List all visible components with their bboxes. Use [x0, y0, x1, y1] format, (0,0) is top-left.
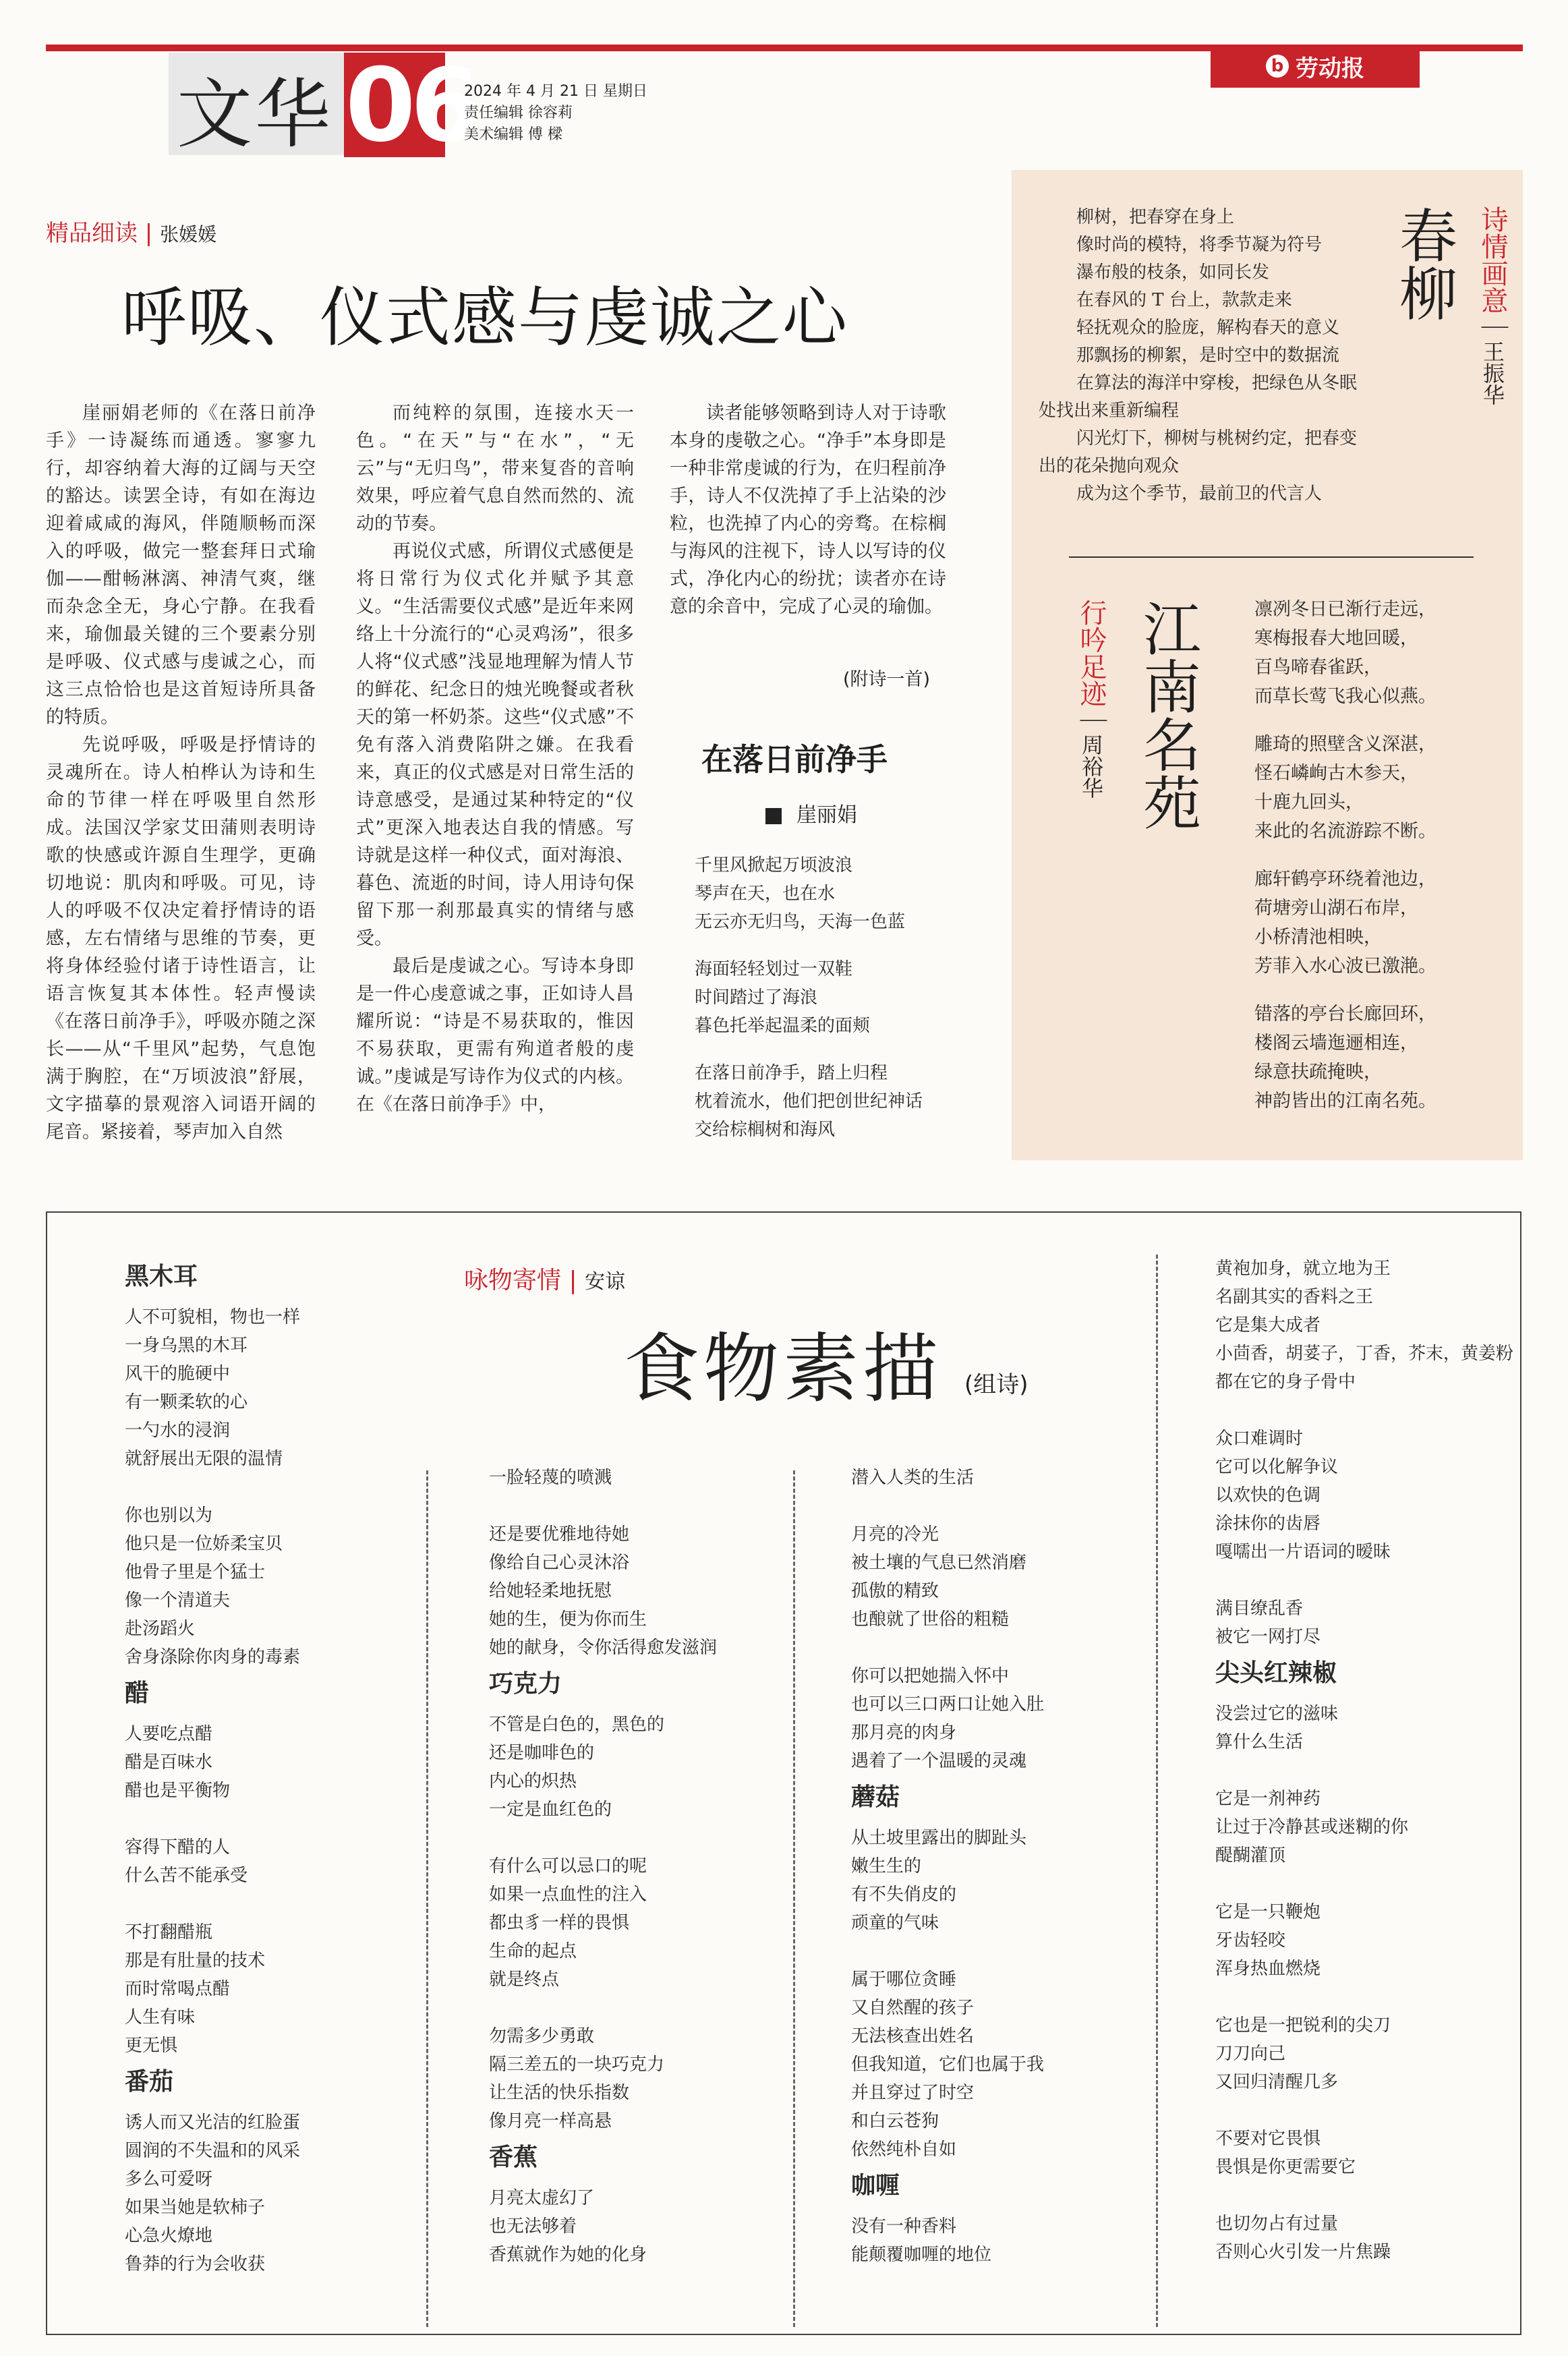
poem-line: 嫩生生的 [851, 1856, 922, 1876]
stanza-gap [695, 1040, 923, 1059]
poem-line: 潜入人类的生活 [851, 1468, 975, 1488]
stanza-gap [1215, 1983, 1513, 2011]
poem-line: 生命的起点 [489, 1941, 577, 1961]
stanza-gap [1215, 1756, 1513, 1785]
poem-line: 没尝过它的滋味 [1215, 1704, 1339, 1724]
poem-line: 有什么可以忌口的呢 [489, 1856, 647, 1876]
poem-line: 又自然醒的孩子 [851, 1998, 975, 2018]
poem2-line: 成为这个季节，最前卫的代言人 [1076, 484, 1323, 504]
poem3-line: 芳菲入水心波已激滟。 [1254, 956, 1436, 977]
poem-line: 属于哪位贪睡 [851, 1970, 957, 1990]
poem-line: 能颠覆咖喱的地位 [851, 2245, 992, 2265]
poem3-line: 小桥清池相映， [1254, 927, 1382, 948]
paper-logo[interactable] [1211, 45, 1420, 88]
poem-line: 更无惧 [125, 2036, 178, 2056]
poem3-body [1254, 595, 1436, 1116]
poem2-author: 王振华 [1480, 341, 1505, 405]
poem-line: 让过于冷静甚或迷糊的你 [1215, 1817, 1409, 1837]
poem-line: 刀刀向己 [1215, 2044, 1286, 2064]
article1-column-name: 精品细读 [46, 220, 138, 247]
poem-subtitle: 黑木耳 [125, 1263, 198, 1290]
stanza-gap [1254, 981, 1436, 1000]
poem-line: 风干的脆硬中 [125, 1364, 231, 1384]
stanza-gap [125, 1473, 300, 1501]
poem-line: 而时常喝点醋 [125, 1979, 231, 1999]
poem3-line: 神韵皆出的江南名苑。 [1254, 1091, 1436, 1112]
poem-line: 月亮的冷光 [851, 1524, 939, 1545]
food-column-2 [489, 1464, 717, 2269]
poem-line: 黄袍加身，就立地为王 [1215, 1259, 1391, 1279]
poem1-body [695, 851, 923, 1144]
poem3-line: 百鸟啼春雀跃， [1254, 657, 1382, 678]
poem-line: 醋也是平衡物 [125, 1781, 231, 1801]
stanza-gap [489, 1994, 717, 2022]
poem1-line: 枕着流水，他们把创世纪神话 [695, 1091, 923, 1112]
art-editor: 美术编辑 傅 樑 [464, 126, 562, 143]
stanza-gap [1215, 1566, 1513, 1594]
poem-line: 也无法够着 [489, 2216, 577, 2237]
section-name: 文华 [177, 71, 333, 159]
article2-column-name: 咏物寄情 [464, 1267, 562, 1294]
poem2-line: 在春风的 T 台上，款款走来 [1076, 290, 1292, 310]
poem2-line: 轻抚观众的脸庞，解构春天的意义 [1076, 318, 1340, 338]
column-divider [426, 1470, 428, 2327]
bullet-square-icon [765, 808, 782, 824]
stanza-gap [851, 1937, 1044, 1965]
poem-line: 被土壤的气息已然消磨 [851, 1553, 1027, 1573]
poem1-line: 琴声在天，也在水 [695, 884, 836, 904]
poem-line: 一勺水的浸润 [125, 1420, 231, 1441]
poem-line: 她的生，便为你而生 [489, 1609, 647, 1630]
stanza-gap [851, 1634, 1044, 1662]
poem-line: 不要对它畏惧 [1215, 2129, 1321, 2149]
poem-line: 让生活的快乐指数 [489, 2083, 630, 2103]
poem1-line: 暮色托举起温柔的面颊 [695, 1016, 871, 1036]
responsible-editor: 责任编辑 徐容莉 [464, 105, 573, 121]
stanza-gap [851, 1492, 1044, 1520]
poem2-tag-label: 诗情画意 [1477, 206, 1508, 314]
poem3-tag-label: 行吟足迹 [1076, 599, 1107, 707]
poem-line: 牙齿轻咬 [1215, 1930, 1286, 1951]
article1-paragraph: 最后是虔诚之心。写诗本身即是一件心虔意诚之事，正如诗人昌耀所说：“诗是不易获取的，惟因不易获取，更需有殉道者般的虔诚。”虔诚是写诗作为仪式的内核。在《在落日前净手》中， [356, 956, 634, 1115]
poem-line: 有不失俏皮的 [851, 1885, 957, 1905]
poem-line: 否则心火引发一片焦躁 [1215, 2242, 1391, 2262]
article1-kicker: 精品细读 | 张媛媛 [46, 220, 217, 247]
article2-author: 安谅 [585, 1270, 626, 1294]
poem1-line: 时间踏过了海浪 [695, 987, 818, 1008]
poem3-author: 周裕华 [1078, 734, 1104, 799]
poem-line: 被它一网打尽 [1215, 1627, 1321, 1647]
poem-line: 一身乌黑的木耳 [125, 1335, 248, 1356]
poem1-author: 崖丽娟 [796, 803, 857, 827]
poem-line: 一定是血红色的 [489, 1800, 612, 1820]
poem-line: 涂抹你的齿唇 [1215, 1514, 1321, 1534]
poem-line: 勿需多少勇敢 [489, 2026, 595, 2046]
poem-line: 众口难调时 [1215, 1429, 1304, 1449]
poem-subtitle: 香蕉 [489, 2144, 538, 2171]
poem1-line: 海面轻轻划过一双鞋 [695, 959, 853, 979]
column-divider [1156, 1255, 1158, 2327]
poem2-line: 那飘扬的柳絮，是时空中的数据流 [1076, 345, 1340, 366]
article1-paragraph: 再说仪式感，所谓仪式感便是将日常行为仪式化并赋予其意义。“生活需要仪式感”是近年来网络上十分流行的“心灵鸡汤”，很多人将“仪式感”浅显地理解为情人节的鲜花、纪念日的烛光晚餐或者秋天的第一杯奶茶。这些“仪式感”不免有落入消费陷阱之嫌。在我看来，真正的仪式感是对日常生活的诗意感受，是通过某种特定的“仪式”更深入地表达自我的情感。写诗就是这样一种仪式，面对海浪、暮色、流逝的时间，诗人用诗句保留下那一刹那最真实的情绪与感受。 [356, 541, 634, 949]
poem-line: 它是一只鞭炮 [1215, 1902, 1321, 1922]
page-number: 06 [345, 47, 475, 165]
poem-line: 都在它的身子骨中 [1215, 1372, 1356, 1392]
poem-line: 人要吃点醋 [125, 1724, 213, 1744]
poem2-line: 出的花朵抛向观众 [1039, 456, 1180, 476]
poem-subtitle: 咖喱 [851, 2172, 900, 2200]
poem-line: 还是要优雅地待她 [489, 1524, 630, 1545]
article1-headline: 呼吸、仪式感与虔诚之心 [121, 280, 848, 355]
poem-line: 都虫豸一样的畏惧 [489, 1913, 630, 1933]
stanza-gap [125, 1805, 300, 1833]
poem-subtitle: 番茄 [125, 2068, 174, 2096]
poem2-title: 春柳 [1389, 206, 1457, 322]
poem-line: 满目缭乱香 [1215, 1599, 1304, 1619]
poem3-tag: 行吟足迹｜周裕华 [1076, 599, 1107, 799]
poem-line: 像月亮一样高悬 [489, 2111, 612, 2131]
poem3-line: 来此的名流游踪不断。 [1254, 821, 1436, 842]
poem-line: 心急火燎地 [125, 2226, 213, 2246]
poem-line: 舍身涤除你肉身的毒素 [125, 1647, 301, 1667]
poem2-line: 瀑布般的枝条，如同长发 [1076, 262, 1270, 283]
poem-line: 鲁莽的行为会收获 [125, 2254, 266, 2274]
poem-line: 月亮太虚幻了 [489, 2188, 595, 2208]
poem1-line: 千里风掀起万顷波浪 [695, 855, 853, 875]
poem2-line: 在算法的海洋中穿梭，把绿色从冬眠 [1076, 373, 1358, 393]
poem-line: 不管是白色的，黑色的 [489, 1715, 665, 1735]
food-column-1 [125, 1255, 300, 2278]
poem-line: 还是咖啡色的 [489, 1743, 595, 1763]
paper-name: 劳动报 [1296, 55, 1364, 82]
stanza-gap [1215, 1870, 1513, 1898]
poem2-line: 闪光灯下，柳树与桃树约定，把春变 [1076, 428, 1358, 449]
poem-line: 不打翻醋瓶 [125, 1922, 213, 1943]
poem-line: 人不可貌相，物也一样 [125, 1307, 301, 1327]
poem-line: 圆润的不失温和的风采 [125, 2141, 301, 2161]
poem2-line: 柳树，把春穿在身上 [1076, 207, 1235, 227]
poem-line: 你也别以为 [125, 1505, 213, 1526]
poem-subtitle: 尖头红辣椒 [1215, 1659, 1337, 1687]
poem-line: 就是终点 [489, 1970, 560, 1990]
article2-subhead: (组诗) [964, 1371, 1028, 1398]
poem-line: 如果一点血性的注入 [489, 1885, 647, 1905]
poem-line: 并且穿过了时空 [851, 2083, 975, 2103]
poem-subtitle: 巧克力 [489, 1670, 562, 1698]
poem-line: 一脸轻蔑的喷溅 [489, 1468, 612, 1488]
poem-line: 香蕉就作为她的化身 [489, 2245, 647, 2265]
stanza-gap [489, 1492, 717, 1520]
article1-paragraph: 先说呼吸，呼吸是抒情诗的灵魂所在。诗人柏桦认为诗和生命的节律一样在呼吸里自然形成。法国汉学家艾田蒲则表明诗歌的快感或许源自生理学，更确切地说：肌肉和呼吸。可见，诗人的呼吸不仅决定着抒情诗的语感，左右情绪与思维的节奏，更将身体经验付诸于诗性语言，让语言恢复其本体性。轻声慢读《在落日前净手》，呼吸亦随之深长——从“千里风”起势，气息饱满于胸腔，在“万顷波浪”舒展，文字描摹的景观溶入词语开阔的尾音。紧接着，琴声加入自然 [46, 735, 316, 1143]
poem-line: 醋是百味水 [125, 1752, 213, 1773]
poem-line: 又回归清醒几多 [1215, 2072, 1339, 2092]
poem-line: 嘎嚅出一片语词的暧昧 [1215, 1542, 1391, 1562]
poem-line: 以欢快的色调 [1215, 1485, 1321, 1505]
poem-line: 从土坡里露出的脚趾头 [851, 1828, 1027, 1848]
poem-line: 畏惧是你更需要它 [1215, 2157, 1356, 2177]
poem3-title: 江南名苑 [1133, 599, 1200, 831]
article2-kicker: 咏物寄情 | 安谅 [464, 1267, 626, 1294]
poem-line: 如果当她是软柿子 [125, 2197, 266, 2218]
poem-line: 小茴香，胡荽子，丁香，芥末，黄姜粉 [1215, 1344, 1514, 1364]
poem-line: 隔三差五的一块巧克力 [489, 2055, 665, 2075]
attached-poem-note: (附诗一首) [843, 669, 931, 690]
poem-line: 它是集大成者 [1215, 1315, 1321, 1335]
article1-author: 张媛媛 [160, 223, 217, 246]
poem-line: 你可以把她揣入怀中 [851, 1666, 1010, 1686]
poem3-line: 而草长莺飞我心似燕。 [1254, 686, 1436, 707]
article1-column-3 [670, 399, 946, 621]
poem-line: 就舒展出无限的温情 [125, 1449, 283, 1469]
poem-subtitle: 醋 [125, 1679, 150, 1707]
stanza-gap [1215, 1396, 1513, 1425]
poem3-line: 楼阁云墙迤逦相连， [1254, 1033, 1418, 1054]
poem1-line: 在落日前净手，踏上归程 [695, 1063, 888, 1083]
poem-line: 多么可爱呀 [125, 2169, 213, 2189]
article1-paragraph: 崖丽娟老师的《在落日前净手》一诗凝练而通透。寥寥九行，却容纳着大海的辽阔与天空的豁达。读罢全诗，有如在海边迎着咸咸的海风，伴随顺畅而深入的呼吸，做完一整套拜日式瑜伽——酣畅淋漓、神清气爽，继而杂念全无，身心宁静。在我看来，瑜伽最关键的三个要素分别是呼吸、仪式感与虔诚之心，而这三点恰恰也是这首短诗所具备的特质。 [46, 403, 316, 728]
poem-line: 也酿就了世俗的粗糙 [851, 1609, 1010, 1630]
panel-divider [1069, 556, 1474, 558]
poem-line: 依然纯朴自如 [851, 2139, 957, 2160]
stanza-gap [695, 936, 923, 955]
poem-line: 人生有味 [125, 2007, 196, 2028]
poem-line: 孤傲的精致 [851, 1581, 939, 1601]
poem-line: 没有一种香料 [851, 2216, 957, 2237]
stanza-gap [1254, 846, 1436, 865]
stanza-gap [1215, 2096, 1513, 2125]
poem3-line: 凛冽冬日已渐行走远， [1254, 599, 1436, 620]
poem-line: 内心的炽热 [489, 1771, 577, 1791]
poem-line: 像给自己心灵沐浴 [489, 1553, 630, 1573]
column-divider [793, 1470, 795, 2327]
poem-line: 算什么生活 [1215, 1732, 1304, 1752]
poem-line: 像一个清道夫 [125, 1590, 231, 1611]
poem1-line: 交给棕榈树和海风 [695, 1120, 836, 1140]
poem-line: 但我知道，它们也属于我 [851, 2055, 1045, 2075]
food-column-4 [1215, 1255, 1513, 2266]
poem-line: 遇着了一个温暖的灵魂 [851, 1751, 1027, 1771]
stanza-gap [125, 1890, 300, 1918]
article1-paragraph: 而纯粹的氛围，连接水天一色。“在天”与“在水”，“无云”与“无归鸟”，带来复沓的音响效果，呼应着气息自然而然的、流动的节奏。 [356, 403, 634, 534]
poem-line: 浑身热血燃烧 [1215, 1959, 1321, 1979]
poem-line: 赴汤蹈火 [125, 1619, 196, 1639]
poem-line: 也切勿占有过量 [1215, 2214, 1339, 2234]
stanza-gap [489, 1824, 717, 1852]
poem-line: 那月亮的肉身 [851, 1723, 957, 1743]
poem-subtitle: 蘑菇 [851, 1783, 900, 1811]
poem3-line: 荷塘旁山湖石布岸， [1254, 898, 1418, 919]
poem-line: 那是有肚量的技术 [125, 1951, 266, 1971]
poem2-tag: 诗情画意｜王振华 [1477, 206, 1508, 405]
poem-line: 给她轻柔地抚慰 [489, 1581, 612, 1601]
poem-line: 名副其实的香料之王 [1215, 1287, 1374, 1307]
poem-line: 容得下醋的人 [125, 1837, 231, 1858]
poem1-author-line [765, 798, 857, 828]
poem-line: 顽童的气味 [851, 1913, 939, 1933]
poem-line: 醍醐灌顶 [1215, 1845, 1286, 1866]
poem3-line: 寒梅报春大地回暖， [1254, 628, 1418, 649]
article1-column-1 [46, 399, 316, 1146]
poem-line: 它也是一把锐利的尖刀 [1215, 2015, 1391, 2036]
poem3-line: 雕琦的照壁含义深湛， [1254, 734, 1436, 755]
issue-date: 2024 年 4 月 21 日 星期日 [464, 83, 647, 100]
poem-line: 和白云苍狗 [851, 2111, 939, 2131]
poem1-line: 无云亦无归鸟，天海一色蓝 [695, 912, 906, 932]
article1-paragraph: 读者能够领略到诗人对于诗歌本身的虔敬之心。“净手”本身即是一种非常虔诚的行为，在归程前净手，诗人不仅洗掉了手上沾染的沙粒，也洗掉了内心的旁骛。在棕榈与海风的注视下，诗人以写诗的仪式，净化内心的纷扰；读者亦在诗意的余音中，完成了心灵的瑜伽。 [670, 403, 946, 617]
poem2-body [1039, 204, 1357, 508]
stanza-gap [1215, 2181, 1513, 2210]
poem-line: 无法核查出姓名 [851, 2026, 975, 2046]
article1-column-2 [356, 399, 634, 1118]
poem3-line: 绿意扶疏掩映， [1254, 1062, 1382, 1083]
poem-line: 诱人而又光洁的红脸蛋 [125, 2113, 301, 2133]
poem3-line: 怪石嶙峋古木参天， [1254, 763, 1418, 784]
food-column-3 [851, 1464, 1044, 2269]
poem3-line: 廊轩鹤亭环绕着池边， [1254, 869, 1436, 890]
poem-line: 它可以化解争议 [1215, 1457, 1339, 1477]
poem-line: 她的献身，令你活得愈发滋润 [489, 1638, 718, 1658]
logo-mark-icon: b [1266, 55, 1289, 78]
poem3-line: 十鹿九回头， [1254, 792, 1364, 813]
poem-line: 也可以三口两口让她入肚 [851, 1694, 1045, 1715]
poem2-line: 像时尚的模特，将季节凝为符号 [1076, 235, 1323, 255]
stanza-gap [1254, 711, 1436, 730]
poem-line: 什么苦不能承受 [125, 1866, 248, 1886]
article2-headline: 食物素描 [624, 1325, 942, 1413]
poem2-line: 处找出来重新编程 [1039, 401, 1180, 421]
poem-line: 他只是一位娇柔宝贝 [125, 1534, 283, 1554]
poem-line: 他骨子里是个猛士 [125, 1562, 266, 1582]
poem-line: 有一颗柔软的心 [125, 1392, 248, 1412]
poem-line: 它是一剂神药 [1215, 1789, 1321, 1809]
poem1-title: 在落日前净手 [701, 741, 888, 778]
poem3-line: 错落的亭台长廊回环， [1254, 1004, 1436, 1025]
